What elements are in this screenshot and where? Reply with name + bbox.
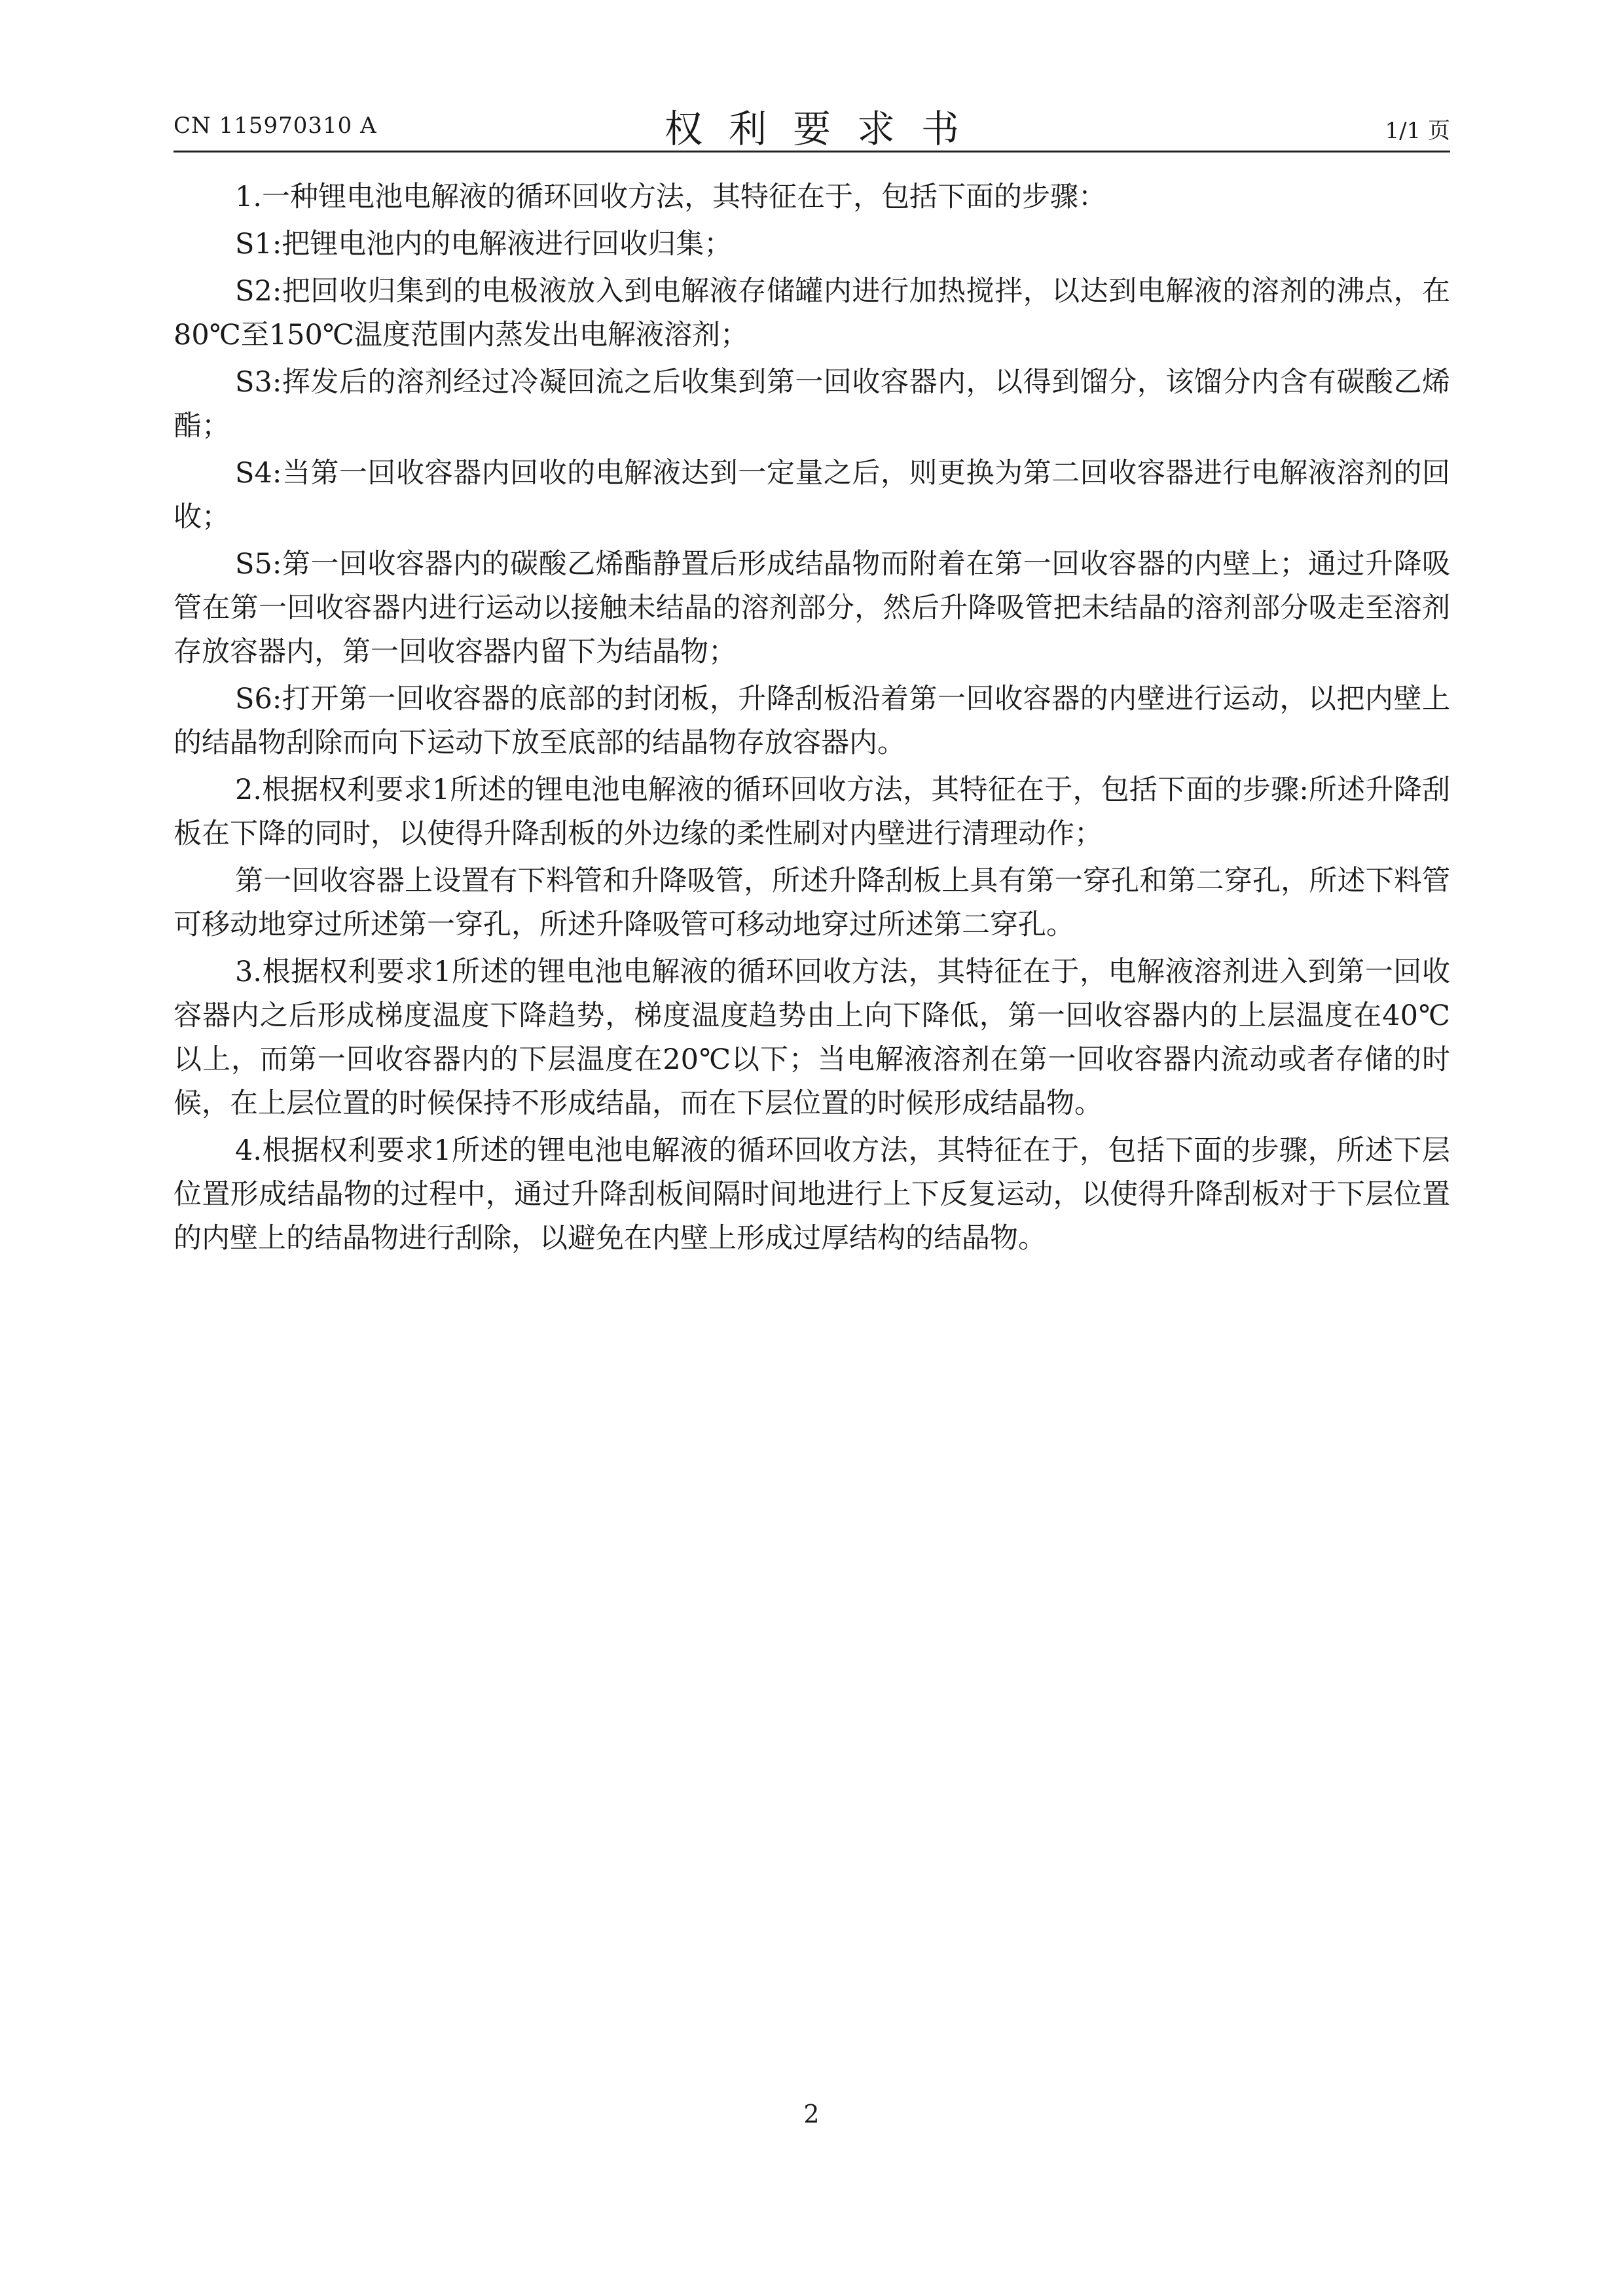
page-number: 2 [803,2100,820,2128]
document-title: 权利要求书 [664,107,985,151]
claim-3: 3.根据权利要求1所述的锂电池电解液的循环回收方法，其特征在于，电解液溶剂进入到第一回收容器内之后形成梯度温度下降趋势，梯度温度趋势由上向下降低，第一回收容器内的上层温度在40℃以上，而第一回收容器内的下层温度在20℃以下；当电解液溶剂在第一回收容器内流动或者存储的时候，在上层位置的时候保持不形成结晶，而在下层位置的时候形成结晶物。 [173,956,1450,1120]
claim-1-step-s2: S2:把回收归集到的电极液放入到电解液存储罐内进行加热搅拌，以达到电解液的溶剂的沸点，在80℃至150℃温度范围内蒸发出电解液溶剂； [173,275,1450,351]
claim-4: 4.根据权利要求1所述的锂电池电解液的循环回收方法，其特征在于，包括下面的步骤，所述下层位置形成结晶物的过程中，通过升降刮板间隔时间地进行上下反复运动，以使得升降刮板对于下层位置的内壁上的结晶物进行刮除，以避免在内壁上形成过厚结构的结晶物。 [173,1134,1450,1255]
claim-1-step-s3: S3:挥发后的溶剂经过冷凝回流之后收集到第一回收容器内，以得到馏分，该馏分内含有碳酸乙烯酯； [173,366,1450,442]
page-header [173,98,1450,151]
page-count: 1/1 页 [1385,118,1450,144]
header-divider [173,151,1450,152]
claim-1-step-s4: S4:当第一回收容器内回收的电解液达到一定量之后，则更换为第二回收容器进行电解液溶剂的回收； [173,457,1450,533]
claim-2-continued: 第一回收容器上设置有下料管和升降吸管，所述升降刮板上具有第一穿孔和第二穿孔，所述下料管可移动地穿过所述第一穿孔，所述升降吸管可移动地穿过所述第二穿孔。 [173,865,1450,941]
claim-1-step-s5: S5:第一回收容器内的碳酸乙烯酯静置后形成结晶物而附着在第一回收容器的内壁上；通过升降吸管在第一回收容器内进行运动以接触未结晶的溶剂部分，然后升降吸管把未结晶的溶剂部分吸走至溶剂存放容器内，第一回收容器内留下为结晶物； [173,548,1450,668]
claim-1-intro: 1.一种锂电池电解液的循环回收方法，其特征在于，包括下面的步骤： [235,181,1107,213]
claim-1-step-s1: S1:把锂电池内的电解液进行回收归集； [235,228,733,260]
claims-body [173,175,1450,1264]
claim-1-step-s6: S6:打开第一回收容器的底部的封闭板，升降刮板沿着第一回收容器的内壁进行运动，以把内壁上的结晶物刮除而向下运动下放至底部的结晶物存放容器内。 [173,683,1450,759]
publication-number: CN 115970310 A [173,113,377,139]
claim-2: 2.根据权利要求1所述的锂电池电解液的循环回收方法，其特征在于，包括下面的步骤:所述升降刮板在下降的同时，以使得升降刮板的外边缘的柔性刷对内壁进行清理动作； [173,774,1450,850]
